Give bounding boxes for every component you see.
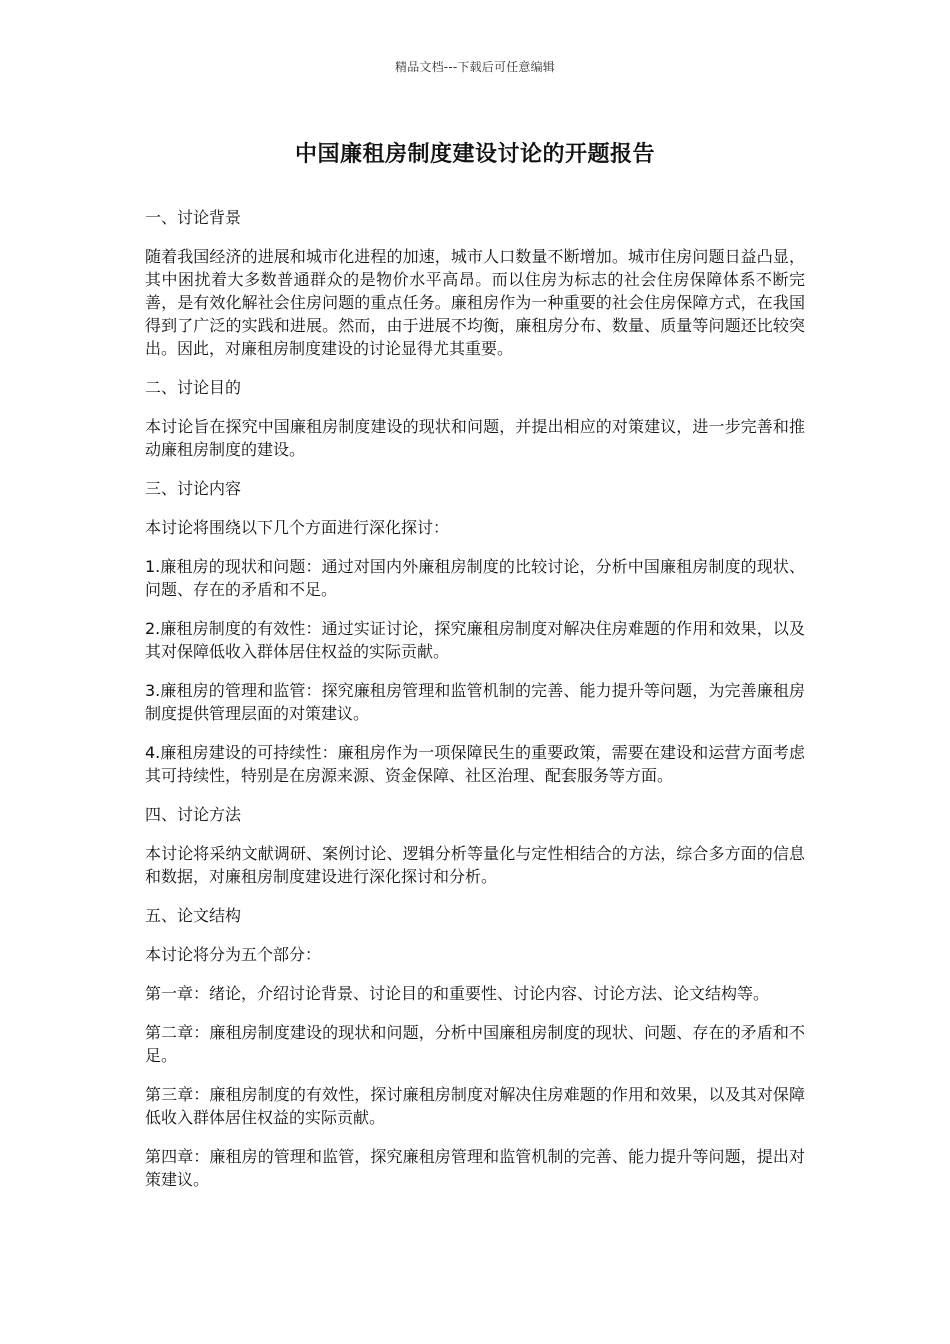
section-heading-method: 四、讨论方法 <box>145 805 242 824</box>
paragraph-method: 本讨论将采纳文献调研、案例讨论、逻辑分析等量化与定性相结合的方法，综合多方面的信息和数据，对廉租房制度建设进行深化探讨和分析。 <box>145 844 805 886</box>
paragraph-chapter-2: 第二章：廉租房制度建设的现状和问题，分析中国廉租房制度的现状、问题、存在的矛盾和不足。 <box>145 1023 805 1065</box>
paragraph-content-intro: 本讨论将围绕以下几个方面进行深化探讨： <box>145 518 450 537</box>
section-heading-background: 一、讨论背景 <box>145 208 242 227</box>
page-header: 精品文档---下载后可任意编辑 <box>395 60 555 74</box>
paragraph-purpose: 本讨论旨在探究中国廉租房制度建设的现状和问题，并提出相应的对策建议，进一步完善和推动廉租房制度的建设。 <box>145 417 805 459</box>
document-title: 中国廉租房制度建设讨论的开题报告 <box>294 142 655 167</box>
paragraph-content-item-3: 3.廉租房的管理和监管：探究廉租房管理和监管机制的完善、能力提升等问题，为完善廉租房制度提供管理层面的对策建议。 <box>145 681 805 723</box>
paragraph-chapter-1: 第一章：绪论，介绍讨论背景、讨论目的和重要性、讨论内容、讨论方法、论文结构等。 <box>145 984 770 1003</box>
paragraph-content-item-4: 4.廉租房建设的可持续性：廉租房作为一项保障民生的重要政策，需要在建设和运营方面考虑其可持续性，特别是在房源来源、资金保障、社区治理、配套服务等方面。 <box>145 743 805 785</box>
section-heading-content: 三、讨论内容 <box>145 479 242 498</box>
paragraph-structure-intro: 本讨论将分为五个部分： <box>145 945 322 964</box>
document-body <box>145 206 805 1207</box>
paragraph-chapter-3: 第三章：廉租房制度的有效性，探讨廉租房制度对解决住房难题的作用和效果，以及其对保障低收入群体居住权益的实际贡献。 <box>145 1085 805 1127</box>
paragraph-chapter-4: 第四章：廉租房的管理和监管，探究廉租房管理和监管机制的完善、能力提升等问题，提出对策建议。 <box>145 1147 805 1189</box>
section-heading-purpose: 二、讨论目的 <box>145 378 242 397</box>
paragraph-content-item-1: 1.廉租房的现状和问题：通过对国内外廉租房制度的比较讨论，分析中国廉租房制度的现状、问题、存在的矛盾和不足。 <box>145 557 805 599</box>
section-heading-structure: 五、论文结构 <box>145 906 242 925</box>
paragraph-background: 随着我国经济的进展和城市化进程的加速，城市人口数量不断增加。城市住房问题日益凸显，其中困扰着大多数普通群众的是物价水平高昂。而以住房为标志的社会住房保障体系不断完善，是有效化解社会住房问题的重点任务。廉租房作为一种重要的社会住房保障方式，在我国得到了广泛的实践和进展。然而，由于进展不均衡，廉租房分布、数量、质量等问题还比较突出。因此，对廉租房制度建设的讨论显得尤其重要。 <box>145 247 805 358</box>
paragraph-content-item-2: 2.廉租房制度的有效性：通过实证讨论，探究廉租房制度对解决住房难题的作用和效果，以及其对保障低收入群体居住权益的实际贡献。 <box>145 619 805 661</box>
